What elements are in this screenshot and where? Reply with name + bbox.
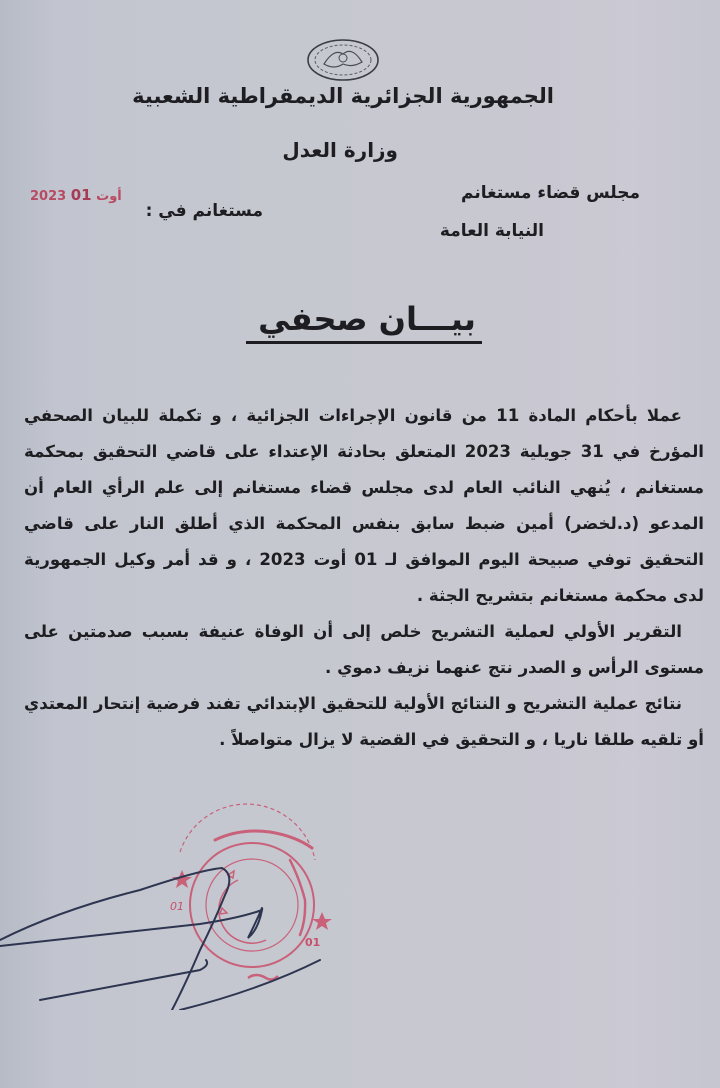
republic-heading: الجمهورية الجزائرية الديمقراطية الشعبية — [132, 84, 554, 108]
paragraph-conclusion: نتائج عملية التشريح و النتائج الأولية للتحقيق الإبتدائي تفند فرضية إنتحار المعتدي أو تلقيه طلقا ناريا ، و التحقيق في القضية لا يزال متواصلاً . — [24, 694, 704, 749]
paragraph-autopsy: التقرير الأولي لعملية التشريح خلص إلى أن الوفاة عنيفة بسبب صدمتين على مستوى الرأس و الصدر نتج عنهما نزيف دموي . — [24, 622, 704, 677]
date-stamp-year: 2023 — [30, 189, 67, 204]
emblem-seal-icon — [306, 38, 380, 82]
signature — [0, 868, 320, 1010]
paragraph-intro: عملا بأحكام المادة 11 من قانون الإجراءات الجزائية ، و تكملة للبيان الصحفي المؤرخ في 31 جويلية 2023 المتعلق بحادثة الإعتداء على قاضي التحقيق بمحكمة مستغانم ، يُنهي النائب العام لدى مجلس قضاء مستغانم إلى علم الرأي العام أن المدعو (د.لخضر) أمين ضبط سابق بنفس المحكمة الذي أطلق النار على قاضي التحقيق توفي صبيحة اليوم الموافق لـ 01 أوت 2023 ، و قد أمر وكيل الجمهورية لدى محكمة مستغانم بتشريح الجثة . — [24, 406, 704, 605]
document-title: بيـــان صحفي — [258, 300, 476, 338]
press-release-body — [24, 398, 704, 758]
official-stamp — [180, 804, 315, 980]
place-date-label: مستغانم في : — [145, 201, 263, 221]
ministry-heading: وزارة العدل — [282, 138, 398, 162]
title-underline — [246, 341, 482, 344]
stamp-number-right: 01 — [305, 936, 321, 949]
council-name: مجلس قضاء مستغانم — [461, 183, 640, 203]
prosecution-office: النيابة العامة — [439, 221, 544, 241]
official-stamp-and-signature — [0, 800, 360, 1010]
date-stamp-month: أوت — [96, 189, 122, 204]
date-stamp-day: 01 — [70, 186, 92, 204]
stamp-number-left: 01 — [170, 900, 184, 913]
date-stamp — [30, 186, 122, 204]
